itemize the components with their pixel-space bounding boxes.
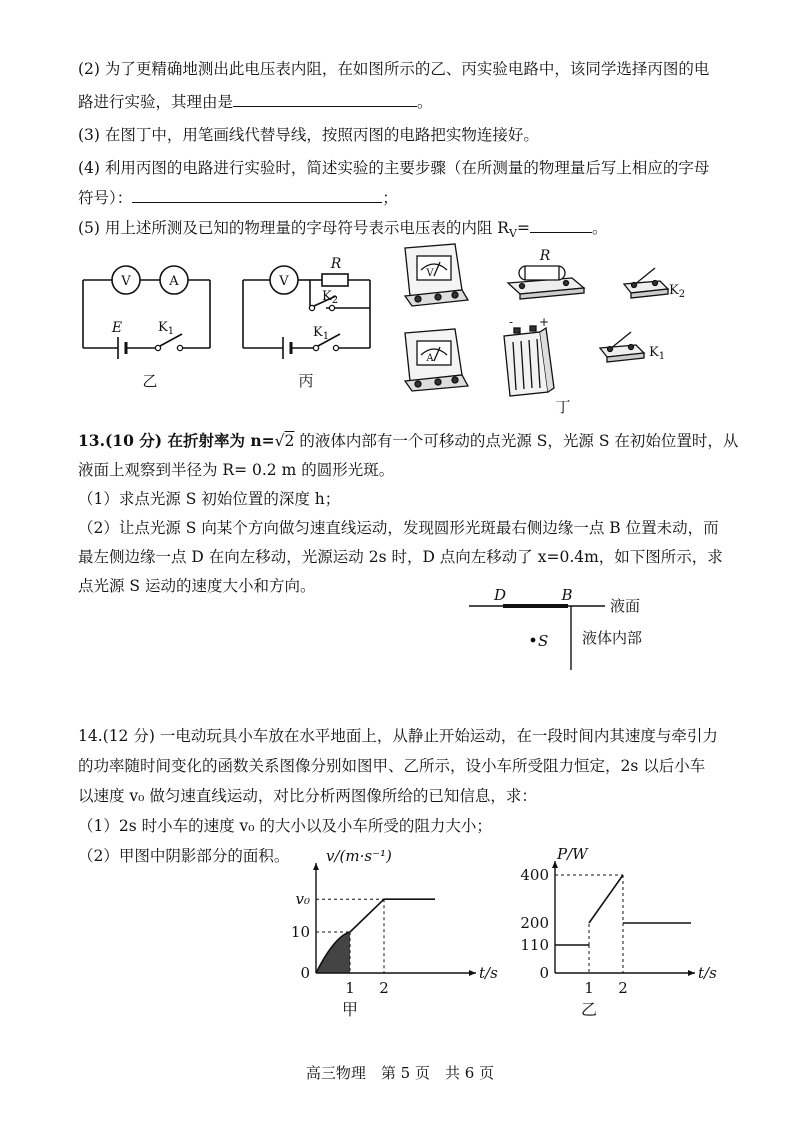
chart-caption: 甲 bbox=[341, 1000, 359, 1019]
series-segment bbox=[589, 875, 623, 923]
q12-part2-line1: (2) 为了更精确地测出此电压表内阻，在如图所示的乙、丙实验电路中，该同学选择丙图的电 bbox=[78, 60, 710, 78]
y-axis-label: P/W bbox=[557, 845, 588, 863]
point-d-label: D bbox=[493, 586, 507, 604]
point-b-label: B bbox=[561, 586, 573, 604]
battery-plus-label: + bbox=[538, 315, 550, 329]
caption-ding: 丁 bbox=[555, 398, 571, 416]
q14-sub1: （1）2s 时小车的速度 v₀ 的大小以及小车所受的阻力大小； bbox=[78, 817, 492, 835]
caption-yi: 乙 bbox=[142, 372, 158, 390]
voltmeter-apparatus-letter: V bbox=[426, 268, 434, 279]
surface-label: 液面 bbox=[610, 597, 641, 615]
source-s-label: S bbox=[538, 632, 549, 650]
x-axis-label: t/s bbox=[479, 964, 498, 982]
sqrt-symbol: √2 bbox=[274, 432, 295, 450]
q13-heading-prefix: 13.(10 分) 在折射率为 n= bbox=[78, 431, 275, 450]
q13-sub2-line2: 最左侧边缘一点 D 在向左移动，光源运动 2s 时，D 点向左移动了 x=0.4m，如下图所示，求 bbox=[78, 548, 723, 566]
q12-part4-suffix: ； bbox=[382, 189, 398, 207]
q12-part4-line1: (4) 利用丙图的电路进行实验时，简述实验的主要步骤（在所测量的物理量后写上相应的字母 bbox=[78, 159, 710, 177]
q12-part2-suffix: 。 bbox=[417, 93, 433, 111]
y-tick-label: 400 bbox=[520, 866, 549, 884]
voltmeter-label-yi: V bbox=[121, 274, 131, 289]
battery-minus-label: - bbox=[508, 315, 514, 329]
x-axis-label: t/s bbox=[698, 964, 717, 982]
q12-part2-prefix: 路进行实验，其理由是 bbox=[78, 93, 234, 111]
switch-k1-apparatus-label: $K_1$ bbox=[649, 345, 666, 362]
q14-heading-line2: 的功率随时间变化的函数关系图像分别如图甲、乙所示，设小车所受阻力恒定，2s 以后小车 bbox=[78, 757, 706, 775]
switch-k2-label: $K_2$ bbox=[322, 289, 339, 306]
q14-sub2: （2）甲图中阴影部分的面积。 bbox=[78, 847, 290, 865]
y-tick-label: 200 bbox=[520, 914, 549, 932]
x-tick-label: 2 bbox=[379, 979, 389, 997]
x-tick-label: 1 bbox=[584, 979, 594, 997]
y-tick-label: 10 bbox=[290, 923, 310, 941]
ammeter-label-yi: A bbox=[169, 274, 179, 289]
q12-part5-suffix: 。 bbox=[591, 219, 608, 237]
q13-sub2-line3: 点光源 S 运动的速度大小和方向。 bbox=[78, 577, 316, 595]
q12-part5-eq: = bbox=[516, 219, 530, 237]
q13-heading-suffix: 的液体内部有一个可移动的点光源 S，光源 S 在初始位置时，从 bbox=[294, 432, 739, 450]
q12-part3: (3) 在图丁中，用笔画线代替导线，按照丙图的电路把实物连接好。 bbox=[78, 126, 539, 144]
y-axis-label: v/(m·s⁻¹) bbox=[326, 847, 392, 865]
x-tick-label: 1 bbox=[345, 979, 355, 997]
y-tick-label: v₀ bbox=[295, 890, 310, 909]
y-tick-label: 0 bbox=[300, 964, 310, 982]
q13-sub1: （1）求点光源 S 初始位置的深度 h； bbox=[78, 490, 341, 508]
q12-part4-prefix: 符号）： bbox=[78, 189, 133, 207]
liquid-inside-label: 液体内部 bbox=[582, 629, 643, 647]
q13-sub2-line1: （2）让点光源 S 向某个方向做匀速直线运动，发现圆形光斑最右侧边缘一点 B 位置未动，而 bbox=[78, 519, 719, 537]
q14-heading-line3: 以速度 v₀ 做匀速直线运动，对比分析两图像所给的已知信息，求： bbox=[78, 787, 537, 805]
caption-bing: 丙 bbox=[298, 372, 314, 390]
chart-caption: 乙 bbox=[580, 1000, 598, 1019]
q12-part5-prefix: (5) 用上述所测及已知的物理量的字母符号表示电压表的内阻 R bbox=[78, 219, 509, 237]
switch-label-yi: $K_1$ bbox=[158, 320, 175, 337]
resistor-label-bing: R bbox=[330, 256, 342, 272]
x-tick-label: 2 bbox=[618, 979, 628, 997]
q13-line2: 液面上观察到半径为 R= 0.2 m 的圆形光斑。 bbox=[78, 461, 395, 479]
y-tick-label: 110 bbox=[520, 936, 549, 954]
resistor-apparatus-label: R bbox=[539, 248, 551, 264]
rv-subscript: V bbox=[508, 227, 517, 241]
x-axis-arrow bbox=[688, 970, 695, 976]
y-tick-label: 0 bbox=[539, 964, 549, 982]
voltmeter-label-bing: V bbox=[279, 274, 289, 289]
ammeter-apparatus-letter: A bbox=[426, 353, 434, 364]
q14-heading-line1: 14.(12 分) 一电动玩具小车放在水平地面上，从静止开始运动，在一段时间内其速度与牵引力 bbox=[78, 727, 718, 745]
battery-label-yi: E bbox=[111, 320, 123, 336]
page-footer: 高三物理 第 5 页 共 6 页 bbox=[305, 1064, 495, 1082]
switch-k2-apparatus-label: $K_2$ bbox=[669, 283, 686, 300]
switch-k1-label: $K_1$ bbox=[313, 325, 330, 342]
